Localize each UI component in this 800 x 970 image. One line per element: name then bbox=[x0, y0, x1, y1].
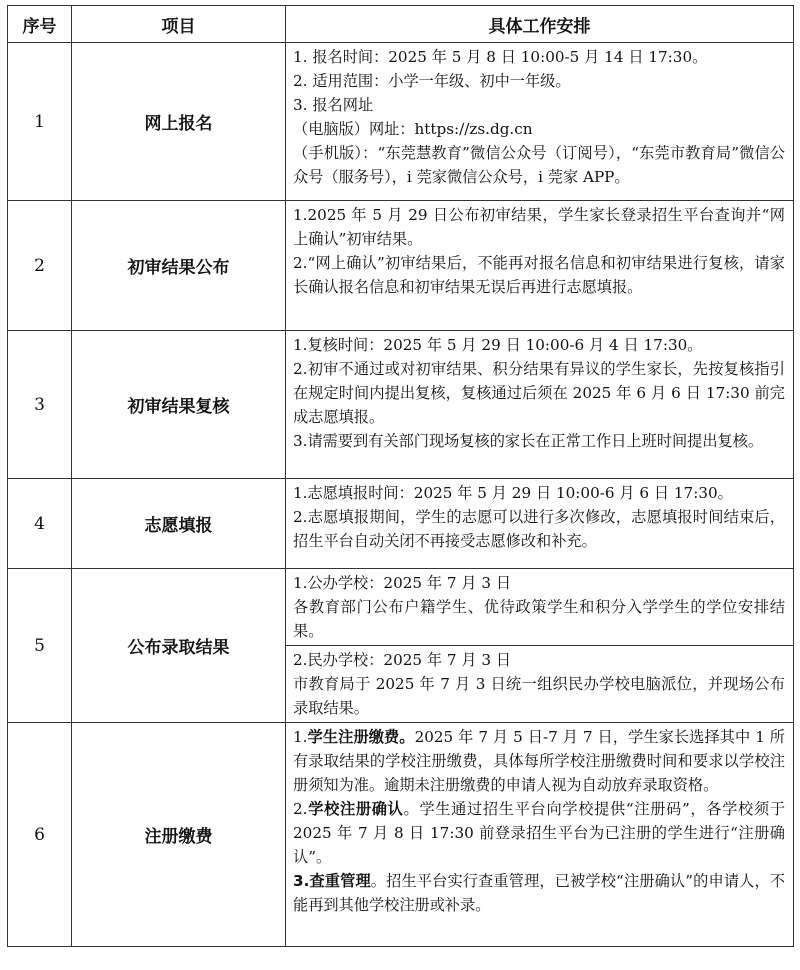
row-detail bbox=[286, 479, 794, 569]
row-item: 公布录取结果 bbox=[72, 569, 286, 723]
row-index: 5 bbox=[8, 569, 72, 723]
para-bold-heading: 学生注册缴费。 bbox=[307, 728, 415, 746]
row-item: 初审结果公布 bbox=[72, 201, 286, 331]
row-index: 4 bbox=[8, 479, 72, 569]
detail-paragraph bbox=[293, 725, 785, 797]
table-row bbox=[8, 331, 794, 479]
row-detail bbox=[286, 723, 794, 947]
table-row bbox=[8, 569, 794, 646]
detail-line: 市教育局于 2025 年 7 月 3 日统一组织民办学校电脑派位，并现场公布录取结果。 bbox=[293, 675, 785, 717]
detail-line: 2.志愿填报期间，学生的志愿可以进行多次修改，志愿填报时间结束后，招生平台自动关闭不再接受志愿修改和补充。 bbox=[293, 508, 785, 550]
row-item: 初审结果复核 bbox=[72, 331, 286, 479]
detail-line: 2.初审不通过或对初审结果、积分结果有异议的学生家长，先按复核指引在规定时间内提出复核，复核通过后须在 2025 年 6 月 6 日 17:30 前完成志愿填报。 bbox=[293, 360, 785, 426]
detail-paragraph bbox=[293, 869, 785, 917]
para-text: 2025 年 7 月 5 日-7 月 7 日，学生家长选择其中 1 所有录取结果的学校注册缴费，具体每所学校注册缴费时间和要求以学校注册须知为准。逾期未注册缴费的申请人视为自动放弃录取资格。 bbox=[293, 728, 785, 794]
detail-paragraph bbox=[293, 797, 785, 869]
row-detail bbox=[286, 569, 794, 646]
para-bold-heading: 3.查重管理 bbox=[293, 872, 371, 890]
detail-line: 1.复核时间：2025 年 5 月 29 日 10:00-6 月 4 日 17:30。 bbox=[293, 336, 703, 354]
table-row bbox=[8, 479, 794, 569]
row-detail bbox=[286, 646, 794, 723]
row-detail bbox=[286, 43, 794, 201]
row-index: 1 bbox=[8, 43, 72, 201]
para-prefix: 1. bbox=[293, 728, 308, 746]
detail-line: 3. 报名网址 bbox=[293, 96, 374, 114]
detail-line: 2.“网上确认”初审结果后，不能再对报名信息和初审结果进行复核，请家长确认报名信息和初审结果无误后再进行志愿填报。 bbox=[293, 254, 785, 296]
detail-line: 2.民办学校：2025 年 7 月 3 日 bbox=[293, 651, 512, 669]
table-row bbox=[8, 43, 794, 201]
row-detail bbox=[286, 331, 794, 479]
row-item: 志愿填报 bbox=[72, 479, 286, 569]
para-text: 。学生通过招生平台向学校提供“注册码”，各学校须于 2025 年 7 月 8 日 17:30 前登录招生平台为已注册的学生进行“注册确认”。 bbox=[293, 800, 786, 866]
detail-line: （电脑版）网址：https://zs.dg.cn bbox=[293, 120, 533, 138]
enrollment-schedule-table bbox=[7, 5, 794, 947]
detail-line: 1.公办学校：2025 年 7 月 3 日 bbox=[293, 574, 512, 592]
header-item: 项目 bbox=[72, 6, 286, 43]
detail-line: 1.志愿填报时间：2025 年 5 月 29 日 10:00-6 月 6 日 17:30。 bbox=[293, 484, 733, 502]
para-bold-heading: 学校注册确认 bbox=[307, 800, 404, 818]
row-index: 2 bbox=[8, 201, 72, 331]
header-index: 序号 bbox=[8, 6, 72, 43]
header-detail: 具体工作安排 bbox=[286, 6, 794, 43]
row-index: 3 bbox=[8, 331, 72, 479]
para-text: 。招生平台实行查重管理，已被学校“注册确认”的申请人，不能再到其他学校注册或补录。 bbox=[293, 872, 785, 914]
row-index: 6 bbox=[8, 723, 72, 947]
detail-line: 1. 报名时间：2025 年 5 月 8 日 10:00-5 月 14 日 17:30。 bbox=[293, 48, 708, 66]
table-row bbox=[8, 201, 794, 331]
detail-line: 1.2025 年 5 月 29 日公布初审结果，学生家长登录招生平台查询并“网上确认”初审结果。 bbox=[293, 206, 785, 248]
table-row bbox=[8, 723, 794, 947]
detail-line: （手机版）：“东莞慧教育”微信公众号（订阅号），“东莞市教育局”微信公众号（服务号），i 莞家微信公众号，i 莞家 APP。 bbox=[293, 144, 785, 186]
table-header-row bbox=[8, 6, 794, 43]
row-item: 网上报名 bbox=[72, 43, 286, 201]
detail-line: 3.请需要到有关部门现场复核的家长在正常工作日上班时间提出复核。 bbox=[293, 432, 764, 450]
row-item: 注册缴费 bbox=[72, 723, 286, 947]
row-detail bbox=[286, 201, 794, 331]
detail-line: 2. 适用范围：小学一年级、初中一年级。 bbox=[293, 72, 571, 90]
para-prefix: 2. bbox=[293, 800, 308, 818]
detail-line: 各教育部门公布户籍学生、优待政策学生和积分入学学生的学位安排结果。 bbox=[293, 598, 785, 640]
